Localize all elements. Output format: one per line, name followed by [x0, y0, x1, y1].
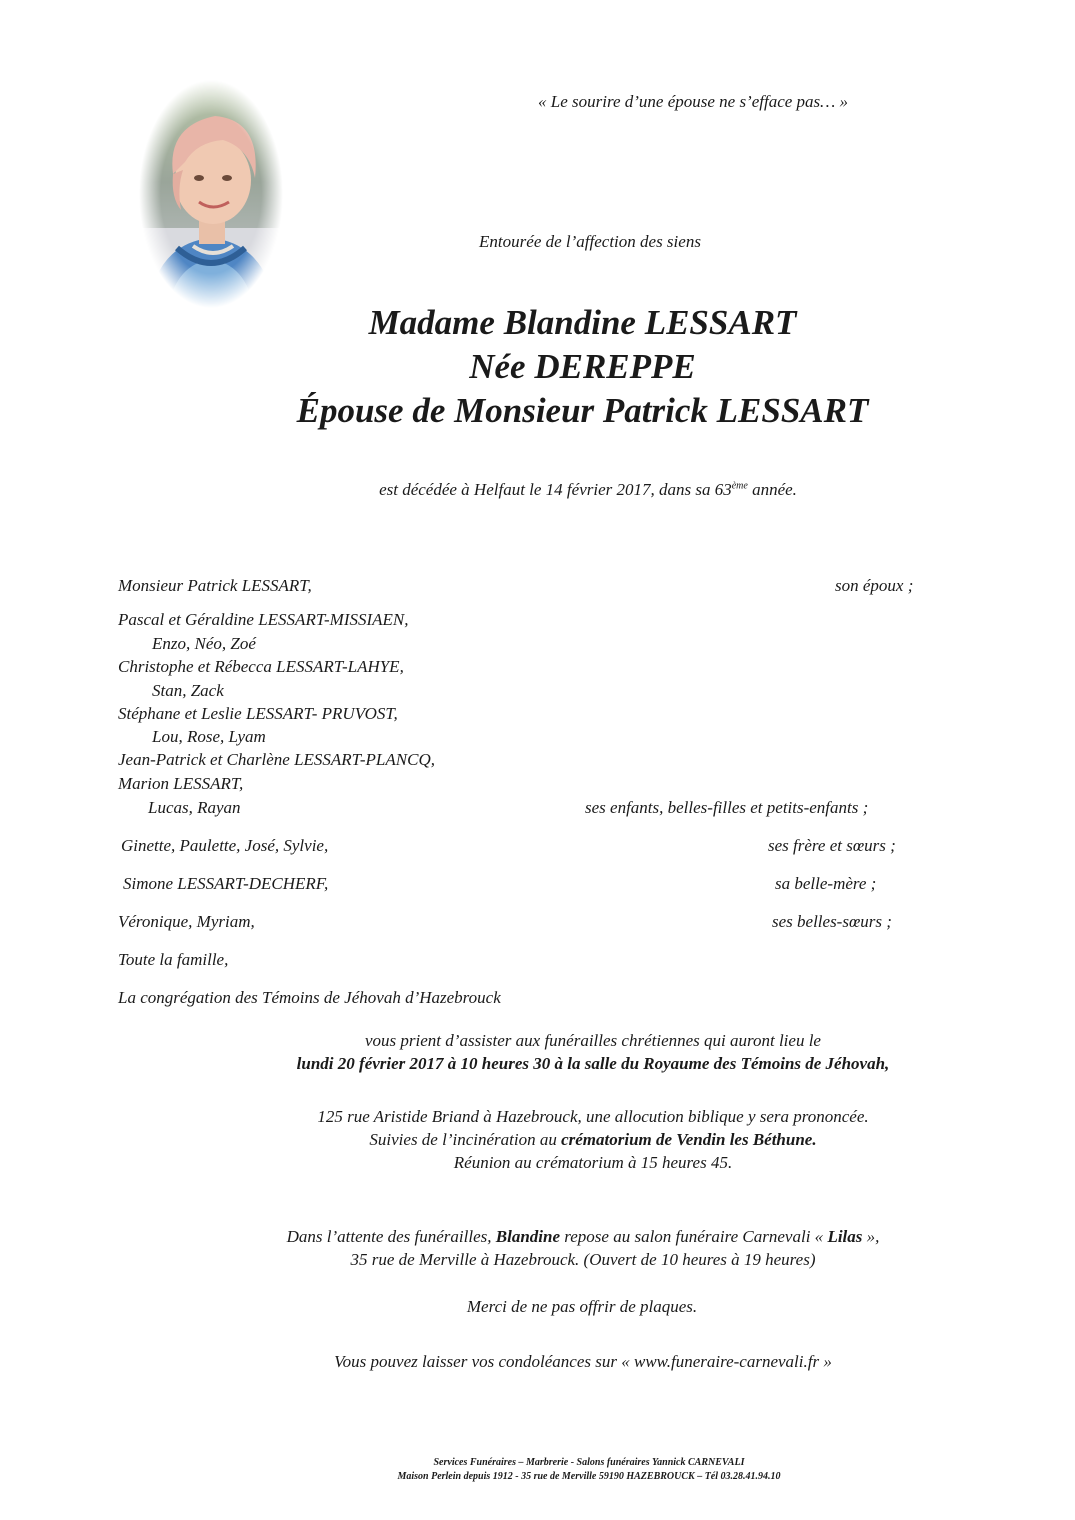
- reunion-line: Réunion au crématorium à 15 heures 45.: [453, 1153, 733, 1172]
- family-name: Simone LESSART-DECHERF,: [123, 874, 329, 893]
- funeral-date: lundi 20 février 2017 à 10 heures 30 à la salle du Royaume des Témoins de Jéhovah,: [296, 1054, 890, 1073]
- deceased-name: Madame Blandine LESSART: [368, 303, 797, 342]
- family-name: La congrégation des Témoins de Jéhovah d’Hazebrouck: [118, 988, 501, 1007]
- intro-line: Entourée de l’affection des siens: [479, 232, 701, 251]
- spouse-line: Épouse de Monsieur Patrick LESSART: [296, 391, 869, 430]
- family-name: Stéphane et Leslie LESSART- PRUVOST,: [118, 704, 398, 723]
- footer-line-1: Services Funéraires – Marbrerie - Salons funéraires Yannick CARNEVALI: [433, 1457, 745, 1468]
- family-role: ses frère et sœurs ;: [768, 836, 896, 855]
- salon-line: Dans l’attente des funérailles, Blandine repose au salon funéraire Carnevali « Lilas »,: [286, 1227, 880, 1246]
- cremation-line: Suivies de l’incinération au crématorium de Vendin les Béthune.: [369, 1130, 817, 1149]
- family-name: Marion LESSART,: [118, 774, 244, 793]
- family-role: ses enfants, belles-filles et petits-enfants ;: [585, 798, 869, 817]
- family-role: sa belle-mère ;: [775, 874, 877, 893]
- family-name: Véronique, Myriam,: [118, 912, 255, 931]
- funeral-address: 125 rue Aristide Briand à Hazebrouck, une allocution biblique y sera prononcée.: [317, 1107, 869, 1126]
- family-name: Stan, Zack: [152, 681, 224, 700]
- maiden-name: Née DEREPPE: [469, 347, 696, 386]
- family-role: ses belles-sœurs ;: [772, 912, 892, 931]
- family-name: Toute la famille,: [118, 950, 229, 969]
- portrait-photo: [137, 78, 285, 310]
- footer-line-2: Maison Perlein depuis 1912 - 35 rue de Merville 59190 HAZEBROUCK – Tél 03.28.41.94.10: [397, 1471, 781, 1482]
- death-notice: est décédée à Helfaut le 14 février 2017, dans sa 63ème année.: [379, 480, 797, 499]
- epigraph-quote: « Le sourire d’une épouse ne s’efface pas… »: [538, 92, 849, 111]
- funeral-invite: vous prient d’assister aux funérailles chrétiennes qui auront lieu le: [365, 1031, 821, 1050]
- no-plaques-note: Merci de ne pas offrir de plaques.: [466, 1297, 698, 1316]
- family-name: Monsieur Patrick LESSART,: [118, 576, 312, 595]
- family-name: Pascal et Géraldine LESSART-MISSIAEN,: [118, 610, 409, 629]
- family-name: Ginette, Paulette, José, Sylvie,: [121, 836, 329, 855]
- family-name: Lou, Rose, Lyam: [152, 727, 266, 746]
- family-name: Christophe et Rébecca LESSART-LAHYE,: [118, 657, 404, 676]
- family-role: son époux ;: [835, 576, 914, 595]
- family-name: Enzo, Néo, Zoé: [152, 634, 256, 653]
- salon-address: 35 rue de Merville à Hazebrouck. (Ouvert de 10 heures à 19 heures): [350, 1250, 816, 1269]
- condolences-note: Vous pouvez laisser vos condoléances sur « www.funeraire-carnevali.fr »: [334, 1352, 832, 1371]
- family-name: Jean-Patrick et Charlène LESSART-PLANCQ,: [118, 750, 435, 769]
- family-name: Lucas, Rayan: [148, 798, 241, 817]
